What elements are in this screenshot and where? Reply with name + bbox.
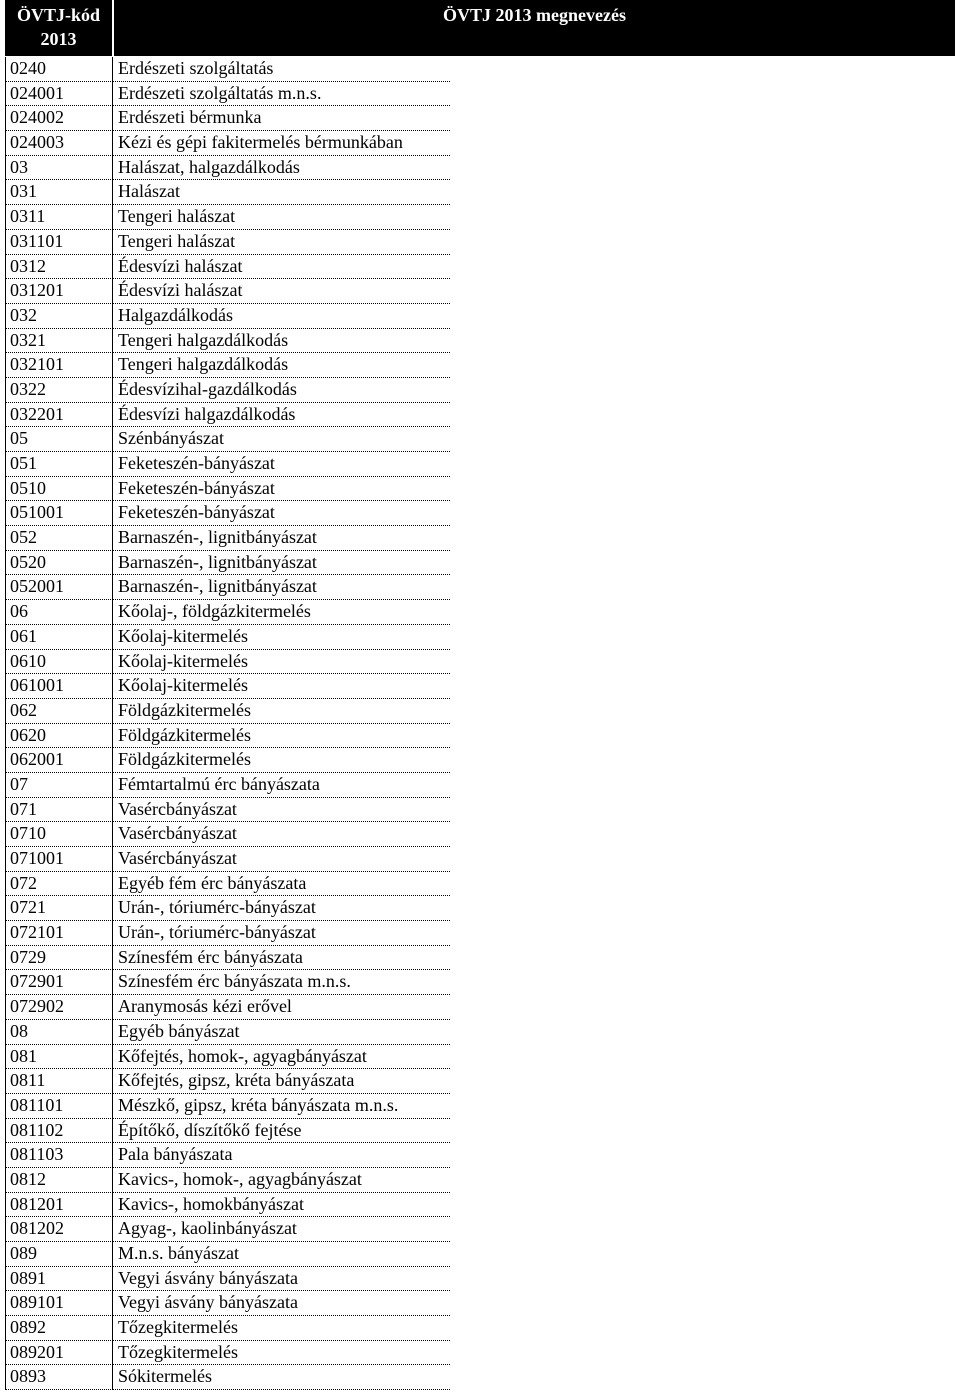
ovtj-name-cell: Kavics-, homokbányászat xyxy=(113,1193,450,1218)
ovtj-code-cell: 081101 xyxy=(5,1094,113,1119)
table-row xyxy=(5,773,955,798)
ovtj-code-cell: 052001 xyxy=(5,575,113,600)
table-row xyxy=(5,921,955,946)
table-row xyxy=(5,1341,955,1366)
ovtj-name-cell: Építőkő, díszítőkő fejtése xyxy=(113,1119,450,1144)
ovtj-name-cell: Kőolaj-kitermelés xyxy=(113,674,450,699)
code-column-header xyxy=(5,0,112,56)
table-row xyxy=(5,575,955,600)
table-row xyxy=(5,724,955,749)
table-row xyxy=(5,1291,955,1316)
ovtj-code-cell: 032201 xyxy=(5,403,113,428)
ovtj-name-cell: Kőfejtés, homok-, agyagbányászat xyxy=(113,1045,450,1070)
table-row xyxy=(5,106,955,131)
ovtj-code-cell: 0322 xyxy=(5,378,113,403)
ovtj-code-cell: 061 xyxy=(5,625,113,650)
ovtj-name-cell: Tengeri halgazdálkodás xyxy=(113,353,450,378)
table-row xyxy=(5,526,955,551)
ovtj-code-cell: 061001 xyxy=(5,674,113,699)
ovtj-code-cell: 0710 xyxy=(5,822,113,847)
ovtj-name-cell: Halgazdálkodás xyxy=(113,304,450,329)
ovtj-name-cell: Édesvízi halászat xyxy=(113,255,450,280)
table-body xyxy=(5,57,955,1390)
ovtj-code-cell: 0311 xyxy=(5,205,113,230)
ovtj-name-cell: Édesvízi halgazdálkodás xyxy=(113,403,450,428)
table-row xyxy=(5,600,955,625)
ovtj-code-cell: 089101 xyxy=(5,1291,113,1316)
table-row xyxy=(5,180,955,205)
ovtj-code-cell: 0891 xyxy=(5,1267,113,1292)
table-row xyxy=(5,674,955,699)
ovtj-code-cell: 081102 xyxy=(5,1119,113,1144)
table-row xyxy=(5,329,955,354)
table-row xyxy=(5,798,955,823)
ovtj-name-cell: Fémtartalmú érc bányászata xyxy=(113,773,450,798)
ovtj-name-cell: Urán-, tóriumérc-bányászat xyxy=(113,896,450,921)
ovtj-code-cell: 0321 xyxy=(5,329,113,354)
ovtj-name-cell: Egyéb bányászat xyxy=(113,1020,450,1045)
code-header-line2: 2013 xyxy=(40,29,77,49)
ovtj-name-cell: Vasércbányászat xyxy=(113,847,450,872)
ovtj-code-cell: 07 xyxy=(5,773,113,798)
ovtj-code-cell: 051001 xyxy=(5,501,113,526)
table-row xyxy=(5,1168,955,1193)
table-row xyxy=(5,551,955,576)
ovtj-name-cell: Feketeszén-bányászat xyxy=(113,477,450,502)
table-row xyxy=(5,748,955,773)
table-row xyxy=(5,1193,955,1218)
ovtj-name-cell: Kőolaj-kitermelés xyxy=(113,625,450,650)
ovtj-name-cell: Színesfém érc bányászata m.n.s. xyxy=(113,970,450,995)
ovtj-code-cell: 0812 xyxy=(5,1168,113,1193)
ovtj-code-cell: 024001 xyxy=(5,82,113,107)
ovtj-code-cell: 032101 xyxy=(5,353,113,378)
table-row xyxy=(5,946,955,971)
ovtj-code-cell: 0510 xyxy=(5,477,113,502)
table-row xyxy=(5,378,955,403)
table-row xyxy=(5,699,955,724)
ovtj-code-cell: 071 xyxy=(5,798,113,823)
ovtj-code-cell: 032 xyxy=(5,304,113,329)
table-row xyxy=(5,230,955,255)
ovtj-name-cell: Kézi és gépi fakitermelés bérmunkában xyxy=(113,131,450,156)
ovtj-code-cell: 0721 xyxy=(5,896,113,921)
ovtj-code-cell: 08 xyxy=(5,1020,113,1045)
table-row xyxy=(5,872,955,897)
ovtj-code-cell: 0240 xyxy=(5,57,113,82)
ovtj-code-cell: 024003 xyxy=(5,131,113,156)
ovtj-code-cell: 0520 xyxy=(5,551,113,576)
ovtj-name-cell: Tőzegkitermelés xyxy=(113,1341,450,1366)
ovtj-name-cell: Földgázkitermelés xyxy=(113,748,450,773)
ovtj-name-cell: Földgázkitermelés xyxy=(113,724,450,749)
ovtj-code-cell: 051 xyxy=(5,452,113,477)
table-row xyxy=(5,1020,955,1045)
name-column-header xyxy=(114,0,955,56)
table-row xyxy=(5,353,955,378)
ovtj-code-cell: 031201 xyxy=(5,279,113,304)
ovtj-code-cell: 0312 xyxy=(5,255,113,280)
ovtj-name-cell: Erdészeti szolgáltatás m.n.s. xyxy=(113,82,450,107)
ovtj-code-cell: 071001 xyxy=(5,847,113,872)
table-row xyxy=(5,970,955,995)
code-header-line1: ÖVTJ-kód xyxy=(16,5,101,25)
ovtj-name-cell: Feketeszén-bányászat xyxy=(113,501,450,526)
table-row xyxy=(5,452,955,477)
ovtj-code-cell: 0893 xyxy=(5,1365,113,1390)
table-row xyxy=(5,1143,955,1168)
table-row xyxy=(5,1119,955,1144)
table-row xyxy=(5,847,955,872)
ovtj-code-cell: 081 xyxy=(5,1045,113,1070)
table-row xyxy=(5,896,955,921)
ovtj-name-cell: Vegyi ásvány bányászata xyxy=(113,1291,450,1316)
ovtj-name-cell: Szénbányászat xyxy=(113,427,450,452)
ovtj-code-cell: 062001 xyxy=(5,748,113,773)
ovtj-code-cell: 081202 xyxy=(5,1217,113,1242)
table-row xyxy=(5,1267,955,1292)
ovtj-name-cell: Vasércbányászat xyxy=(113,822,450,847)
table-row xyxy=(5,255,955,280)
table-row xyxy=(5,625,955,650)
table-row xyxy=(5,822,955,847)
table-row xyxy=(5,205,955,230)
ovtj-code-cell: 031101 xyxy=(5,230,113,255)
ovtj-name-cell: Urán-, tóriumérc-bányászat xyxy=(113,921,450,946)
ovtj-code-cell: 024002 xyxy=(5,106,113,131)
table-row xyxy=(5,1365,955,1390)
table-row xyxy=(5,57,955,82)
ovtj-name-cell: Erdészeti szolgáltatás xyxy=(113,57,450,82)
table-row xyxy=(5,131,955,156)
ovtj-name-cell: Halászat, halgazdálkodás xyxy=(113,156,450,181)
ovtj-code-cell: 031 xyxy=(5,180,113,205)
ovtj-name-cell: Erdészeti bérmunka xyxy=(113,106,450,131)
table-header xyxy=(5,0,955,56)
ovtj-name-cell: Kőolaj-kitermelés xyxy=(113,650,450,675)
ovtj-code-cell: 081201 xyxy=(5,1193,113,1218)
ovtj-name-cell: Agyag-, kaolinbányászat xyxy=(113,1217,450,1242)
table-row xyxy=(5,82,955,107)
ovtj-code-cell: 072901 xyxy=(5,970,113,995)
ovtj-code-cell: 072101 xyxy=(5,921,113,946)
table-row xyxy=(5,477,955,502)
ovtj-name-cell: Kavics-, homok-, agyagbányászat xyxy=(113,1168,450,1193)
table-row xyxy=(5,403,955,428)
ovtj-name-cell: Vasércbányászat xyxy=(113,798,450,823)
ovtj-name-cell: Kőfejtés, gipsz, kréta bányászata xyxy=(113,1069,450,1094)
ovtj-name-cell: Pala bányászata xyxy=(113,1143,450,1168)
ovtj-name-cell: Feketeszén-bányászat xyxy=(113,452,450,477)
table-row xyxy=(5,1045,955,1070)
ovtj-code-cell: 081103 xyxy=(5,1143,113,1168)
ovtj-name-cell: Halászat xyxy=(113,180,450,205)
table-row xyxy=(5,156,955,181)
ovtj-code-cell: 0610 xyxy=(5,650,113,675)
table-row xyxy=(5,304,955,329)
table-row xyxy=(5,501,955,526)
table-row xyxy=(5,995,955,1020)
ovtj-name-cell: Kőolaj-, földgázkitermelés xyxy=(113,600,450,625)
ovtj-code-cell: 062 xyxy=(5,699,113,724)
table-row xyxy=(5,650,955,675)
table-row xyxy=(5,1242,955,1267)
ovtj-name-cell: Tengeri halgazdálkodás xyxy=(113,329,450,354)
ovtj-code-cell: 072 xyxy=(5,872,113,897)
ovtj-name-cell: Tengeri halászat xyxy=(113,230,450,255)
ovtj-code-cell: 03 xyxy=(5,156,113,181)
ovtj-code-cell: 072902 xyxy=(5,995,113,1020)
name-header-label: ÖVTJ 2013 megnevezés xyxy=(443,5,626,25)
ovtj-code-cell: 089201 xyxy=(5,1341,113,1366)
ovtj-name-cell: Tőzegkitermelés xyxy=(113,1316,450,1341)
ovtj-code-cell: 089 xyxy=(5,1242,113,1267)
ovtj-name-cell: M.n.s. bányászat xyxy=(113,1242,450,1267)
ovtj-code-cell: 05 xyxy=(5,427,113,452)
ovtj-code-cell: 052 xyxy=(5,526,113,551)
ovtj-name-cell: Barnaszén-, lignitbányászat xyxy=(113,575,450,600)
ovtj-code-cell: 0811 xyxy=(5,1069,113,1094)
ovtj-name-cell: Színesfém érc bányászata xyxy=(113,946,450,971)
ovtj-code-cell: 0729 xyxy=(5,946,113,971)
ovtj-name-cell: Barnaszén-, lignitbányászat xyxy=(113,551,450,576)
ovtj-name-cell: Aranymosás kézi erővel xyxy=(113,995,450,1020)
ovtj-name-cell: Sókitermelés xyxy=(113,1365,450,1390)
table-row xyxy=(5,1094,955,1119)
ovtj-name-cell: Barnaszén-, lignitbányászat xyxy=(113,526,450,551)
ovtj-name-cell: Földgázkitermelés xyxy=(113,699,450,724)
ovtj-name-cell: Egyéb fém érc bányászata xyxy=(113,872,450,897)
ovtj-name-cell: Édesvízihal-gazdálkodás xyxy=(113,378,450,403)
ovtj-name-cell: Tengeri halászat xyxy=(113,205,450,230)
ovtj-name-cell: Vegyi ásvány bányászata xyxy=(113,1267,450,1292)
ovtj-name-cell: Mészkő, gipsz, kréta bányászata m.n.s. xyxy=(113,1094,450,1119)
ovtj-name-cell: Édesvízi halászat xyxy=(113,279,450,304)
ovtj-code-cell: 0620 xyxy=(5,724,113,749)
table-row xyxy=(5,279,955,304)
ovtj-code-cell: 0892 xyxy=(5,1316,113,1341)
table-row xyxy=(5,427,955,452)
ovtj-code-cell: 06 xyxy=(5,600,113,625)
table-row xyxy=(5,1316,955,1341)
table-row xyxy=(5,1069,955,1094)
table-row xyxy=(5,1217,955,1242)
